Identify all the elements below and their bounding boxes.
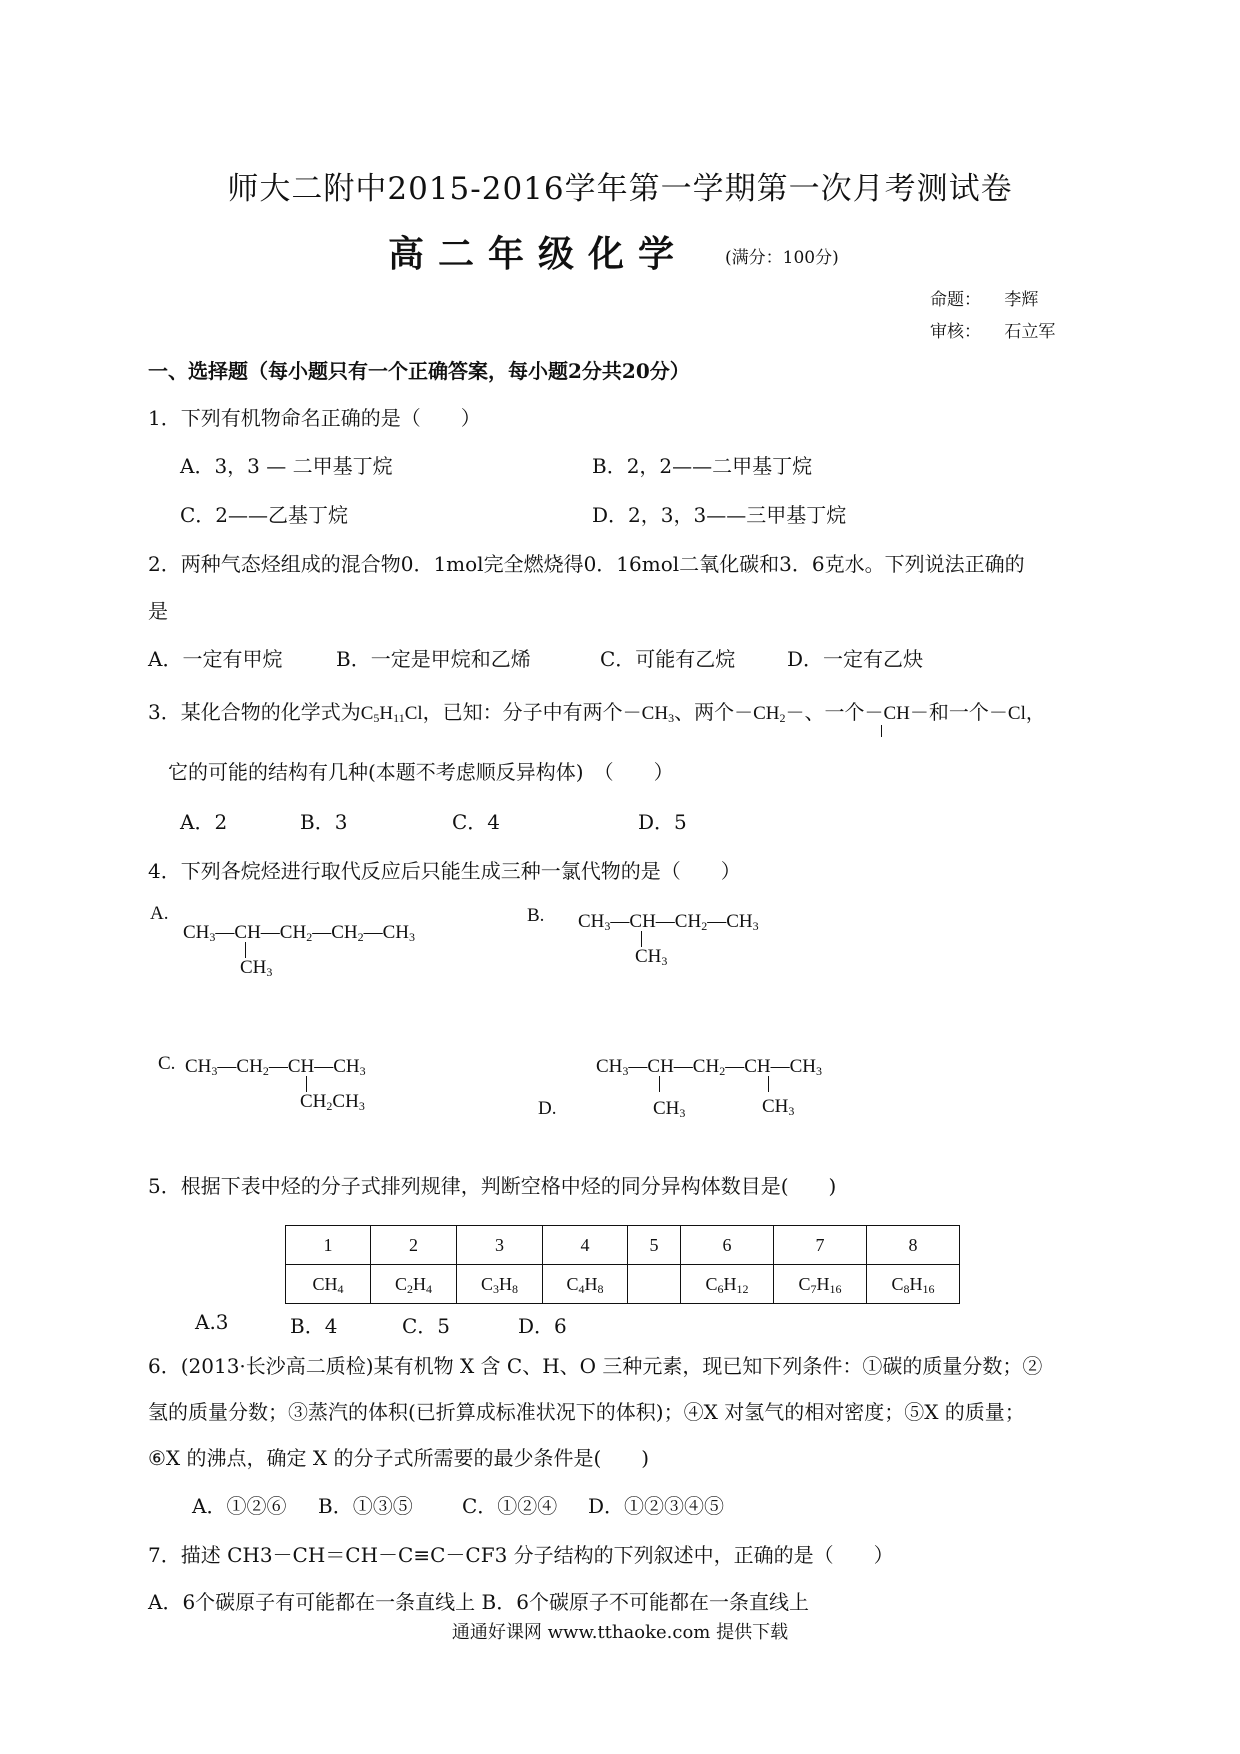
- q4-structure-d-branch1: $CH_3$: [653, 1098, 686, 1120]
- q3-stem-text: 、一个: [804, 700, 865, 724]
- q3-stem-line1: [148, 696, 1045, 725]
- q4-structure-c-branch: $CH_2CH_3$: [300, 1091, 365, 1113]
- q6-option-a: A．①②⑥: [192, 1494, 287, 1518]
- group-ch: [865, 703, 929, 724]
- q2-option-a: A．一定有甲烷: [148, 647, 283, 671]
- group-ch3-sub: 3: [668, 711, 675, 725]
- q4-d-branch2-bond: [768, 1076, 769, 1092]
- q4-stem: 4．下列各烷烃进行取代反应后只能生成三种一氯代物的是（ ）: [148, 859, 741, 883]
- formula-table: [285, 1225, 960, 1304]
- q4-structure-d-branch2: $CH_3$: [762, 1096, 795, 1118]
- table-cell: $C_6H_{12}$: [681, 1265, 774, 1304]
- full-score-note: (满分：100分): [725, 248, 839, 268]
- q4-c-branch-bond: [306, 1076, 307, 1092]
- q5-option-c: C．5: [402, 1314, 451, 1338]
- q4-a-branch-bond: [245, 942, 246, 958]
- q1-option-b: B．2，2——二甲基丁烷: [592, 454, 813, 478]
- group-ch3: [623, 703, 674, 724]
- q3-stem-text: 3．某化合物的化学式为: [148, 700, 361, 724]
- table-cell: $CH_4$: [286, 1265, 371, 1304]
- q6-option-b: B．①③⑤: [318, 1494, 413, 1518]
- table-cell: 2: [371, 1226, 457, 1265]
- q6-line1: 6．(2013·长沙高二质检)某有机物 X 含 C、H、O 三种元素，现已知下列条件：①碳的质量分数；②: [148, 1354, 1043, 1378]
- q5-option-a: A.3: [195, 1310, 229, 1334]
- section-heading: 一、选择题（每小题只有一个正确答案，每小题2分共20分）: [148, 359, 690, 383]
- q4-option-a-label: A.: [150, 903, 169, 924]
- group-ch3-text: －CH: [622, 703, 669, 724]
- table-cell: 3: [457, 1226, 543, 1265]
- q1-option-d: D．2，3，3——三甲基丁烷: [592, 503, 847, 527]
- table-cell: $C_2H_4$: [371, 1265, 457, 1304]
- q6-line3: ⑥X 的沸点，确定 X 的分子式所需要的最少条件是( ): [148, 1446, 650, 1470]
- q7-options-ab: A．6个碳原子有可能都在一条直线上 B．6个碳原子不可能都在一条直线上: [148, 1590, 809, 1614]
- q1-option-c: C．2——乙基丁烷: [180, 503, 349, 527]
- q4-option-b-label: B.: [527, 905, 545, 926]
- author-label: 命题：: [930, 290, 981, 310]
- group-ch2-tail: －: [785, 703, 805, 724]
- q5-stem: 5．根据下表中烃的分子式排列规律，判断空格中烃的同分异构体数目是( ): [148, 1174, 837, 1198]
- group-ch2: [734, 703, 804, 724]
- q4-b-branch-bond: [641, 931, 642, 947]
- q4-d-branch1-bond: [659, 1076, 660, 1092]
- bond-stub: [881, 725, 882, 737]
- q3-stem-text: 、两个: [674, 700, 735, 724]
- author-name: 李辉: [1004, 290, 1039, 310]
- q2-stem-line2: 是: [148, 599, 168, 623]
- q7-stem: 7．描述 CH3－CH＝CH－C≡C－CF3 分子结构的下列叙述中，正确的是（ ）: [148, 1543, 894, 1567]
- table-cell: 6: [681, 1226, 774, 1265]
- group-ch-text: －CH－: [864, 703, 929, 724]
- table-cell: 4: [543, 1226, 628, 1265]
- q3-option-d: D．5: [638, 810, 687, 834]
- q3-stem-line2: 它的可能的结构有几种(本题不考虑顺反异构体) （ ）: [168, 760, 674, 784]
- q4-option-c-label: C.: [158, 1053, 176, 1074]
- q6-option-d: D．①②③④⑤: [588, 1494, 725, 1518]
- table-formula-row: [286, 1265, 960, 1304]
- exam-subtitle: 高二年级化学: [388, 233, 689, 275]
- q2-option-d: D．一定有乙炔: [787, 647, 924, 671]
- table-cell: $C_7H_{16}$: [774, 1265, 867, 1304]
- q5-option-d: D．6: [518, 1314, 567, 1338]
- table-cell: $C_3H_8$: [457, 1265, 543, 1304]
- q2-stem-line1: 2．两种气态烃组成的混合物0．1mol完全燃烧得0．16mol二氧化碳和3．6克水。下列说法正确的: [148, 552, 1025, 576]
- q3-stem-text: ，已知：分子中有两个: [422, 700, 623, 724]
- exam-title: 师大二附中2015-2016学年第一学期第一次月考测试卷: [227, 171, 1013, 207]
- q4-structure-d-main: $CH_3—CH—CH_2—CH—CH_3$: [596, 1056, 822, 1078]
- reviewer-label: 审核：: [930, 322, 981, 342]
- q6-line2: 氢的质量分数；③蒸汽的体积(已折算成标准状况下的体积)；④X 对氢气的相对密度；⑤X 的质量；: [148, 1400, 1025, 1424]
- group-ch2-sub: 2: [779, 711, 786, 725]
- footer: 通通好课网 www.tthaoke.com 提供下载: [451, 1622, 789, 1643]
- reviewer-name: 石立军: [1004, 322, 1056, 342]
- q1-stem: 1．下列有机物命名正确的是（ ）: [148, 406, 481, 430]
- group-ch2-text: －CH: [734, 703, 780, 724]
- q4-structure-a-branch: $CH_3$: [240, 957, 273, 979]
- formula-c: C: [360, 703, 374, 724]
- formula-h-sub: 11: [393, 711, 405, 725]
- q2-option-c: C．可能有乙烷: [600, 647, 736, 671]
- table-cell: 1: [286, 1226, 371, 1265]
- q3-option-b: B．3: [300, 810, 348, 834]
- table-cell: [628, 1265, 681, 1304]
- table-header-row: [286, 1226, 960, 1265]
- q4-option-d-label: D.: [538, 1098, 557, 1119]
- formula-h: H: [379, 703, 394, 724]
- q3-option-a: A．2: [180, 810, 228, 834]
- table-cell: $C_8H_{16}$: [867, 1265, 960, 1304]
- q4-structure-b-branch: $CH_3$: [635, 946, 668, 968]
- q4-structure-a-main: $CH_3—CH—CH_2—CH_2—CH_3$: [183, 922, 416, 944]
- author-line: [930, 285, 1038, 310]
- formula-cl: Cl: [404, 703, 423, 724]
- q5-option-b: B．4: [290, 1314, 338, 1338]
- q6-option-c: C．①②④: [462, 1494, 558, 1518]
- q4-structure-b-main: $CH_3—CH—CH_2—CH_3$: [578, 911, 759, 933]
- formula-c-sub: 5: [373, 711, 380, 725]
- table-cell: 5: [628, 1226, 681, 1265]
- q3-formula: [361, 703, 423, 724]
- table-cell: 8: [867, 1226, 960, 1265]
- q3-stem-text: 和一个: [928, 700, 989, 724]
- reviewer-line: [930, 317, 1055, 342]
- q2-option-b: B．一定是甲烷和乙烯: [336, 647, 531, 671]
- table-cell: 7: [774, 1226, 867, 1265]
- q4-structure-c-main: $CH_3—CH_2—CH—CH_3$: [185, 1056, 366, 1078]
- group-cl: －Cl，: [988, 703, 1045, 724]
- q3-option-c: C．4: [452, 810, 501, 834]
- q1-option-a: A．3，3 — 二甲基丁烷: [180, 454, 393, 478]
- table-cell: $C_4H_8$: [543, 1265, 628, 1304]
